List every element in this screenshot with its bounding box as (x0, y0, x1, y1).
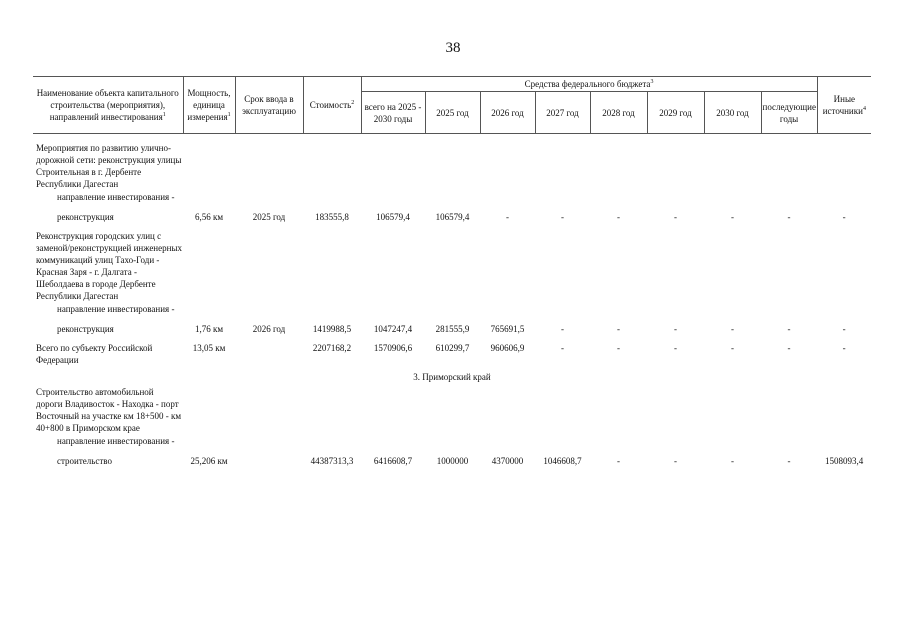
y2025-cell: 1000000 (436, 456, 469, 466)
empty-cell (183, 386, 871, 434)
federal-budget-table (33, 76, 871, 474)
header-2028: 2028 год (590, 92, 647, 134)
table-row (33, 190, 871, 204)
y2029-cell: - (674, 343, 677, 353)
next-years-cell: - (787, 456, 791, 466)
y2030-cell: - (731, 324, 734, 334)
empty-cell (183, 434, 871, 448)
region-heading: 3. Приморский край (413, 372, 491, 382)
next-years-cell: - (787, 212, 791, 222)
capacity-cell: 1,76 км (194, 324, 224, 334)
header-2026: 2026 год (480, 92, 535, 134)
y2027-cell: - (561, 324, 564, 334)
other-sources-cell: - (842, 212, 846, 222)
capacity-cell: 6,56 км (194, 212, 224, 222)
table-row (33, 434, 871, 448)
y2027-cell: - (561, 343, 564, 353)
y2028-cell: - (617, 343, 620, 353)
total-cell: 106579,4 (376, 212, 410, 222)
y2027-cell: 1046608,7 (543, 456, 582, 466)
empty-cell (183, 142, 871, 190)
y2026-cell: 765691,5 (490, 324, 525, 334)
table-row (33, 142, 871, 190)
next-years-cell: - (787, 324, 791, 334)
term-cell (235, 448, 303, 474)
y2029-cell: - (674, 456, 677, 466)
y2026-cell: 960606,9 (490, 343, 525, 353)
header-capacity: Мощность, единица измерения$^1$ (183, 77, 235, 134)
y2029-cell: - (674, 324, 677, 334)
capacity-cell: 13,05 км (192, 343, 226, 353)
term-cell: 2025 год (252, 212, 286, 222)
cost-cell: 2207168,2 (312, 343, 352, 353)
header-2027: 2027 год (535, 92, 590, 134)
direction-value: реконструкция (57, 324, 114, 334)
direction-label: направление инвестирования - (57, 304, 175, 314)
header-total: всего на 2025 - 2030 годы (361, 92, 425, 134)
subject-total-label: Всего по субъекту Российской Федерации (36, 343, 153, 365)
other-sources-cell: - (842, 343, 846, 353)
table-row (33, 302, 871, 316)
object-name: Реконструкция городских улиц с заменой/реконструкцией инженерных коммуникаций улиц Тахо-Годи - Красная Заря - г. Далгата - Шебoлдаева в городе Дербенте Республики Дагестан (36, 231, 182, 301)
y2028-cell: - (617, 456, 620, 466)
header-other-sources: Иные источники$^4$ (817, 77, 871, 134)
direction-label: направление инвестирования - (57, 192, 175, 202)
table-row (33, 230, 871, 302)
y2025-cell: 610299,7 (435, 343, 470, 353)
other-sources-cell: - (842, 324, 846, 334)
table-header (33, 77, 871, 134)
cost-cell: 1419988,5 (312, 324, 352, 334)
term-cell: 2026 год (252, 324, 286, 334)
header-2030: 2030 год (704, 92, 761, 134)
y2028-cell: - (617, 324, 620, 334)
header-cost: Стоимость$^2$ (303, 77, 361, 134)
header-2025: 2025 год (425, 92, 480, 134)
empty-cell (183, 230, 871, 302)
region-row (33, 368, 871, 386)
direction-value: строительство (57, 456, 112, 466)
empty-cell (183, 190, 871, 204)
y2026-cell: 4370000 (491, 456, 524, 466)
y2030-cell: - (731, 456, 734, 466)
header-term: Срок ввода в эксплуатацию (235, 77, 303, 134)
next-years-cell: - (787, 343, 791, 353)
header-2029: 2029 год (647, 92, 704, 134)
y2030-cell: - (731, 343, 734, 353)
empty-cell (183, 302, 871, 316)
y2029-cell: - (674, 212, 677, 222)
object-name: Строительство автомобильной дороги Владивосток - Находка - порт Восточный на участке км 18+500 - км 40+800 в Приморском крае (36, 387, 182, 433)
header-federal-budget: Средства федерального бюджета$^3$ (361, 77, 817, 92)
y2028-cell: - (617, 212, 620, 222)
capacity-cell: 25,206 км (190, 456, 228, 466)
table-row (33, 204, 871, 230)
cost-cell: 44387313,3 (310, 456, 354, 466)
total-cell: 1570906,6 (373, 343, 413, 353)
table-row (33, 448, 871, 474)
y2027-cell: - (561, 212, 564, 222)
y2026-cell: - (506, 212, 509, 222)
object-name: Мероприятия по развитию улично-дорожной сети: реконструкция улицы Строительная в г. Дербенте Республики Дагестан (36, 143, 182, 189)
table-row (33, 386, 871, 434)
total-cell: 6416608,7 (373, 456, 413, 466)
total-cell: 1047247,4 (373, 324, 413, 334)
subject-total-row (33, 342, 871, 368)
y2030-cell: - (731, 212, 734, 222)
term-cell (235, 342, 303, 368)
spacer (33, 134, 871, 143)
y2025-cell: 281555,9 (435, 324, 470, 334)
y2025-cell: 106579,4 (435, 212, 470, 222)
table-row (33, 316, 871, 342)
direction-label: направление инвестирования - (57, 436, 175, 446)
header-next-years: последующие годы (761, 92, 817, 134)
other-sources-cell: 1508093,4 (824, 456, 864, 466)
header-name: Наименование объекта капитального строительства (мероприятия), направлений инвестирования$^1$ (33, 77, 183, 134)
direction-value: реконструкция (57, 212, 114, 222)
cost-cell: 183555,8 (315, 212, 349, 222)
page-number: 38 (445, 40, 461, 56)
